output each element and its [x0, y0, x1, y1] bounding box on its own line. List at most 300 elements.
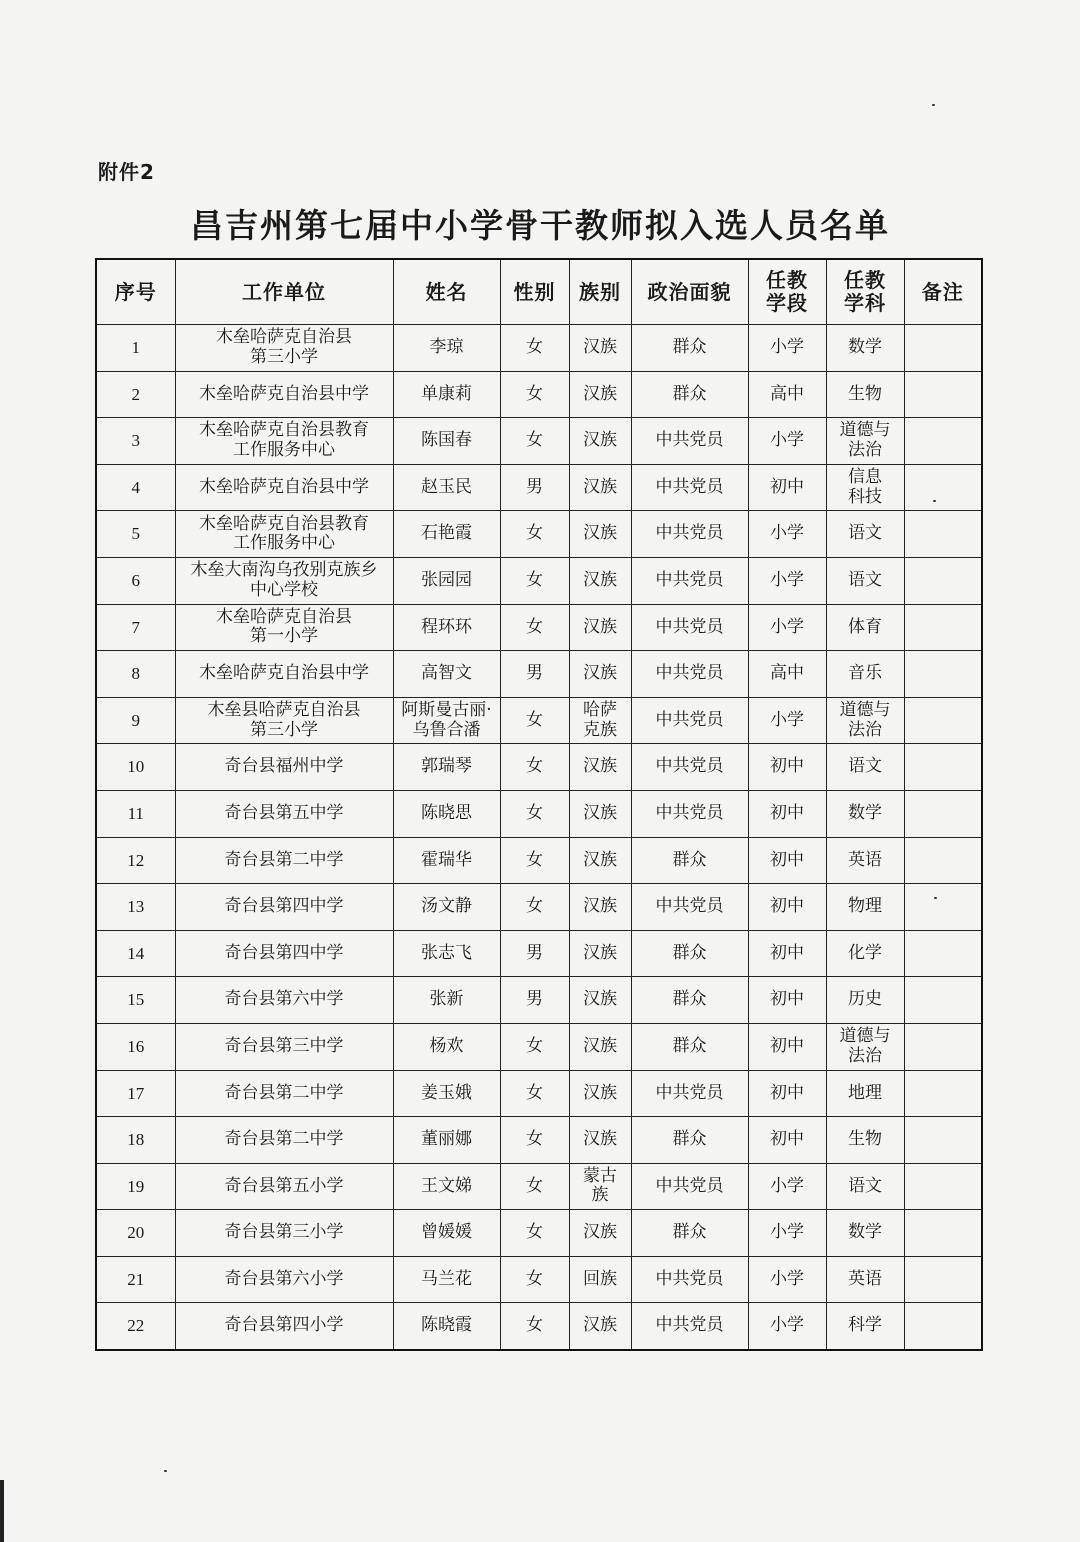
cell-line: 张园园: [421, 569, 472, 590]
cell-unit: [175, 790, 393, 837]
cell-ethnicity: [569, 1163, 631, 1210]
cell-political: 中共党员: [631, 1256, 748, 1303]
cell-stage: 高中: [748, 371, 826, 418]
cell-remarks: [904, 1210, 982, 1257]
cell-remarks: [904, 325, 982, 372]
cell-remarks: [904, 418, 982, 465]
cell-line: 奇台县第四中学: [224, 896, 344, 917]
cell-remarks: [904, 744, 982, 791]
cell-unit: [175, 371, 393, 418]
cell-unit: [175, 325, 393, 372]
cell-remarks: [904, 1117, 982, 1164]
cell-unit: [175, 744, 393, 791]
cell-remarks: [904, 790, 982, 837]
cell-stage: 初中: [748, 930, 826, 977]
cell-stage: 初中: [748, 744, 826, 791]
cell-line: 奇台县第五小学: [224, 1175, 344, 1196]
cell-line: 程环环: [421, 616, 472, 637]
cell-stage: 初中: [748, 837, 826, 884]
cell-political: 中共党员: [631, 884, 748, 931]
cell-line: 奇台县第三小学: [224, 1222, 344, 1243]
header-political: 政治面貌: [631, 259, 748, 325]
cell-subject: [826, 744, 904, 791]
cell-line: 杨欢: [429, 1035, 464, 1056]
cell-line: 化学: [848, 942, 882, 963]
cell-line: 奇台县第六小学: [224, 1268, 344, 1289]
cell-name: [393, 837, 500, 884]
header-stage-line2: 学段: [766, 291, 808, 315]
cell-name: [393, 418, 500, 465]
cell-remarks: [904, 604, 982, 651]
cell-line: 阿斯曼古丽·: [401, 700, 492, 720]
cell-line: 地理: [848, 1082, 882, 1103]
cell-seq: 7: [96, 604, 175, 651]
cell-stage: 初中: [748, 884, 826, 931]
cell-line: 蒙古: [583, 1165, 617, 1186]
header-ethnicity: 族别: [569, 259, 631, 325]
header-subject: [826, 259, 904, 325]
cell-gender: 女: [500, 511, 569, 558]
cell-unit: [175, 557, 393, 604]
cell-line: 曾媛媛: [421, 1222, 472, 1243]
cell-stage: 小学: [748, 1256, 826, 1303]
cell-seq: 20: [96, 1210, 175, 1257]
cell-unit: [175, 930, 393, 977]
cell-seq: 3: [96, 418, 175, 465]
cell-seq: 6: [96, 557, 175, 604]
table-row: [96, 790, 982, 837]
table-row: [96, 884, 982, 931]
cell-seq: 1: [96, 325, 175, 372]
cell-line: 奇台县第二中学: [224, 849, 344, 870]
cell-remarks: [904, 930, 982, 977]
cell-gender: 男: [500, 651, 569, 698]
cell-line: 第三小学: [250, 719, 318, 740]
cell-remarks: [904, 1023, 982, 1070]
cell-unit: [175, 884, 393, 931]
cell-line: 克族: [583, 719, 617, 740]
table-row: [96, 418, 982, 465]
cell-seq: 22: [96, 1303, 175, 1350]
cell-line: 木垒大南沟乌孜别克族乡: [190, 560, 378, 581]
cell-subject: [826, 1023, 904, 1070]
header-remarks: 备注: [904, 259, 982, 325]
cell-subject: [826, 884, 904, 931]
cell-seq: 2: [96, 371, 175, 418]
cell-stage: 小学: [748, 1210, 826, 1257]
cell-remarks: [904, 977, 982, 1024]
cell-line: 汉族: [583, 1129, 617, 1150]
cell-gender: 女: [500, 325, 569, 372]
cell-remarks: [904, 1256, 982, 1303]
cell-gender: 女: [500, 1210, 569, 1257]
cell-line: 汉族: [583, 616, 617, 637]
cell-line: 汉族: [583, 802, 617, 823]
cell-subject: [826, 651, 904, 698]
cell-line: 奇台县第二中学: [224, 1082, 344, 1103]
cell-line: 姜玉娥: [421, 1082, 472, 1103]
cell-line: 数学: [848, 802, 882, 823]
cell-stage: 小学: [748, 604, 826, 651]
cell-line: 木垒哈萨克自治县: [216, 606, 352, 627]
cell-ethnicity: [569, 837, 631, 884]
cell-line: 汉族: [583, 1222, 617, 1243]
cell-gender: 男: [500, 930, 569, 977]
cell-line: 语文: [848, 756, 882, 777]
table-row: [96, 604, 982, 651]
cell-political: 群众: [631, 371, 748, 418]
cell-ethnicity: [569, 511, 631, 558]
cell-seq: 16: [96, 1023, 175, 1070]
cell-ethnicity: [569, 464, 631, 511]
cell-name: [393, 1023, 500, 1070]
cell-seq: 10: [96, 744, 175, 791]
scan-page-edge: [0, 1480, 4, 1542]
cell-political: 中共党员: [631, 790, 748, 837]
cell-seq: 11: [96, 790, 175, 837]
cell-stage: 初中: [748, 1117, 826, 1164]
cell-remarks: [904, 511, 982, 558]
table-row: [96, 837, 982, 884]
scan-speck: [932, 104, 935, 106]
cell-unit: [175, 697, 393, 744]
cell-line: 陈晓霞: [421, 1315, 472, 1336]
cell-remarks: [904, 557, 982, 604]
cell-ethnicity: [569, 1210, 631, 1257]
cell-line: 数学: [848, 337, 882, 358]
cell-stage: 小学: [748, 418, 826, 465]
table-row: [96, 977, 982, 1024]
cell-seq: 18: [96, 1117, 175, 1164]
cell-line: 法治: [848, 439, 882, 460]
cell-subject: [826, 511, 904, 558]
cell-line: 高智文: [421, 663, 472, 684]
cell-political: 中共党员: [631, 464, 748, 511]
cell-line: 单康莉: [421, 383, 472, 404]
cell-line: 第三小学: [250, 346, 318, 367]
table-row: [96, 651, 982, 698]
cell-line: 陈国春: [421, 430, 472, 451]
cell-stage: 高中: [748, 651, 826, 698]
cell-gender: 女: [500, 371, 569, 418]
cell-line: 奇台县第五中学: [224, 802, 344, 823]
cell-seq: 19: [96, 1163, 175, 1210]
cell-line: 汉族: [583, 1082, 617, 1103]
cell-line: 英语: [848, 1268, 882, 1289]
cell-line: 语文: [848, 523, 882, 544]
cell-stage: 初中: [748, 1070, 826, 1117]
cell-line: 汉族: [583, 1035, 617, 1056]
cell-name: [393, 1210, 500, 1257]
cell-line: 王文娣: [421, 1175, 472, 1196]
cell-line: 中心学校: [250, 579, 318, 600]
cell-political: 中共党员: [631, 1070, 748, 1117]
cell-subject: [826, 1070, 904, 1117]
cell-line: 数学: [848, 1222, 882, 1243]
cell-remarks: [904, 464, 982, 511]
header-name: 姓名: [393, 259, 500, 325]
cell-name: [393, 1163, 500, 1210]
cell-gender: 女: [500, 557, 569, 604]
table-row: [96, 1023, 982, 1070]
cell-name: [393, 1117, 500, 1164]
cell-subject: [826, 1256, 904, 1303]
cell-ethnicity: [569, 1303, 631, 1350]
cell-name: [393, 651, 500, 698]
cell-ethnicity: [569, 325, 631, 372]
cell-subject: [826, 930, 904, 977]
cell-line: 陈晓思: [421, 802, 472, 823]
table-header-row: [96, 259, 982, 325]
cell-ethnicity: [569, 697, 631, 744]
cell-gender: 女: [500, 604, 569, 651]
cell-gender: 女: [500, 697, 569, 744]
document-title: 昌吉州第七届中小学骨干教师拟入选人员名单: [190, 206, 890, 245]
cell-subject: [826, 557, 904, 604]
cell-line: 法治: [848, 719, 882, 740]
cell-stage: 初中: [748, 977, 826, 1024]
cell-political: 中共党员: [631, 557, 748, 604]
header-seq: 序号: [96, 259, 175, 325]
cell-unit: [175, 1023, 393, 1070]
cell-seq: 4: [96, 464, 175, 511]
cell-name: [393, 604, 500, 651]
cell-ethnicity: [569, 1117, 631, 1164]
cell-gender: 女: [500, 744, 569, 791]
cell-name: [393, 884, 500, 931]
cell-line: 体育: [848, 616, 882, 637]
cell-name: [393, 930, 500, 977]
cell-ethnicity: [569, 744, 631, 791]
cell-seq: 15: [96, 977, 175, 1024]
cell-unit: [175, 651, 393, 698]
cell-political: 中共党员: [631, 744, 748, 791]
cell-unit: [175, 1256, 393, 1303]
cell-ethnicity: [569, 1256, 631, 1303]
cell-political: 中共党员: [631, 1303, 748, 1350]
cell-political: 群众: [631, 930, 748, 977]
cell-line: 回族: [583, 1268, 617, 1289]
cell-ethnicity: [569, 371, 631, 418]
cell-subject: [826, 1210, 904, 1257]
cell-line: 郭瑞琴: [421, 756, 472, 777]
cell-subject: [826, 1117, 904, 1164]
cell-political: 群众: [631, 977, 748, 1024]
cell-line: 信息: [848, 467, 882, 488]
cell-political: 群众: [631, 325, 748, 372]
cell-political: 中共党员: [631, 418, 748, 465]
cell-line: 木垒哈萨克自治县: [216, 327, 352, 348]
table-row: [96, 1210, 982, 1257]
cell-line: 奇台县第四小学: [224, 1315, 344, 1336]
cell-subject: [826, 418, 904, 465]
table-row: [96, 1117, 982, 1164]
cell-political: 中共党员: [631, 604, 748, 651]
cell-line: 汉族: [583, 663, 617, 684]
cell-line: 语文: [848, 1175, 882, 1196]
cell-line: 木垒哈萨克自治县中学: [199, 663, 369, 684]
table-row: [96, 464, 982, 511]
cell-line: 历史: [848, 989, 882, 1010]
cell-stage: 小学: [748, 1303, 826, 1350]
cell-line: 石艳霞: [421, 523, 472, 544]
cell-line: 董丽娜: [421, 1129, 472, 1150]
table-row: [96, 744, 982, 791]
cell-line: 道德与: [839, 1026, 891, 1047]
header-subject-line1: 任教: [844, 268, 886, 292]
cell-line: 语文: [848, 569, 882, 590]
cell-line: 生物: [848, 383, 882, 404]
cell-gender: 女: [500, 418, 569, 465]
cell-gender: 女: [500, 790, 569, 837]
cell-line: 木垒县哈萨克自治县: [207, 700, 361, 720]
cell-remarks: [904, 371, 982, 418]
cell-name: [393, 511, 500, 558]
cell-unit: [175, 1210, 393, 1257]
cell-line: 乌鲁合潘: [412, 719, 481, 740]
cell-unit: [175, 604, 393, 651]
cell-name: [393, 744, 500, 791]
cell-political: 中共党员: [631, 651, 748, 698]
cell-unit: [175, 1303, 393, 1350]
cell-line: 族: [591, 1185, 609, 1206]
cell-remarks: [904, 651, 982, 698]
cell-line: 道德与: [839, 700, 891, 720]
cell-line: 工作服务中心: [233, 533, 335, 554]
cell-line: 汉族: [583, 896, 617, 917]
cell-name: [393, 325, 500, 372]
cell-line: 赵玉民: [421, 476, 472, 497]
cell-political: 中共党员: [631, 511, 748, 558]
cell-line: 汉族: [583, 523, 617, 544]
cell-line: 汉族: [583, 430, 617, 451]
cell-stage: 小学: [748, 325, 826, 372]
cell-seq: 13: [96, 884, 175, 931]
cell-gender: 女: [500, 1023, 569, 1070]
cell-line: 奇台县福州中学: [224, 756, 344, 777]
cell-line: 科技: [848, 486, 882, 507]
cell-seq: 14: [96, 930, 175, 977]
cell-ethnicity: [569, 1070, 631, 1117]
cell-stage: 小学: [748, 557, 826, 604]
cell-stage: 小学: [748, 511, 826, 558]
cell-political: 中共党员: [631, 697, 748, 744]
cell-line: 张新: [429, 989, 464, 1010]
cell-subject: [826, 977, 904, 1024]
cell-political: 群众: [631, 837, 748, 884]
cell-line: 奇台县第四中学: [224, 942, 344, 963]
table-row: [96, 930, 982, 977]
table-body: [96, 325, 982, 1351]
cell-stage: 小学: [748, 1163, 826, 1210]
cell-unit: [175, 1070, 393, 1117]
cell-gender: 女: [500, 1117, 569, 1164]
cell-line: 奇台县第三中学: [224, 1035, 344, 1056]
cell-unit: [175, 977, 393, 1024]
cell-gender: 女: [500, 1256, 569, 1303]
cell-remarks: [904, 837, 982, 884]
cell-ethnicity: [569, 790, 631, 837]
cell-line: 汉族: [583, 1315, 617, 1336]
cell-subject: [826, 1163, 904, 1210]
cell-name: [393, 977, 500, 1024]
cell-gender: 女: [500, 837, 569, 884]
teacher-roster-table: [95, 258, 983, 1351]
header-stage-line1: 任教: [766, 268, 808, 292]
table-row: [96, 1070, 982, 1117]
cell-line: 马兰花: [421, 1268, 472, 1289]
cell-name: [393, 1256, 500, 1303]
cell-ethnicity: [569, 604, 631, 651]
cell-ethnicity: [569, 884, 631, 931]
cell-subject: [826, 464, 904, 511]
cell-ethnicity: [569, 977, 631, 1024]
cell-name: [393, 1303, 500, 1350]
header-stage: [748, 259, 826, 325]
cell-line: 李琼: [429, 337, 464, 358]
cell-line: 英语: [848, 849, 882, 870]
cell-stage: 初中: [748, 790, 826, 837]
cell-line: 科学: [848, 1315, 882, 1336]
cell-line: 第一小学: [250, 626, 318, 647]
cell-line: 木垒哈萨克自治县中学: [199, 476, 369, 497]
cell-name: [393, 1070, 500, 1117]
cell-subject: [826, 790, 904, 837]
cell-unit: [175, 837, 393, 884]
cell-line: 法治: [848, 1045, 882, 1066]
cell-subject: [826, 837, 904, 884]
cell-remarks: [904, 1303, 982, 1350]
cell-seq: 9: [96, 697, 175, 744]
cell-political: 群众: [631, 1210, 748, 1257]
cell-line: 张志飞: [421, 942, 472, 963]
cell-line: 汉族: [583, 383, 617, 404]
cell-line: 汉族: [583, 476, 617, 497]
cell-name: [393, 464, 500, 511]
cell-subject: [826, 325, 904, 372]
cell-subject: [826, 604, 904, 651]
cell-remarks: [904, 1070, 982, 1117]
cell-political: 群众: [631, 1117, 748, 1164]
cell-stage: 初中: [748, 464, 826, 511]
cell-stage: 小学: [748, 697, 826, 744]
cell-line: 汤文静: [421, 896, 472, 917]
cell-line: 木垒哈萨克自治县教育: [199, 513, 369, 534]
cell-unit: [175, 418, 393, 465]
table-row: [96, 1256, 982, 1303]
cell-seq: 12: [96, 837, 175, 884]
table-row: [96, 371, 982, 418]
cell-line: 奇台县第六中学: [224, 989, 344, 1010]
cell-ethnicity: [569, 1023, 631, 1070]
cell-gender: 女: [500, 1303, 569, 1350]
cell-line: 汉族: [583, 849, 617, 870]
cell-remarks: [904, 884, 982, 931]
cell-ethnicity: [569, 557, 631, 604]
header-gender: 性别: [500, 259, 569, 325]
scan-speck: [164, 1470, 167, 1472]
cell-line: 木垒哈萨克自治县中学: [199, 383, 369, 404]
table-row: [96, 511, 982, 558]
cell-line: 哈萨: [583, 700, 617, 720]
cell-line: 物理: [848, 896, 882, 917]
header-subject-line2: 学科: [844, 291, 886, 315]
cell-line: 汉族: [583, 337, 617, 358]
cell-seq: 5: [96, 511, 175, 558]
table-row: [96, 325, 982, 372]
cell-gender: 女: [500, 1163, 569, 1210]
table-row: [96, 557, 982, 604]
